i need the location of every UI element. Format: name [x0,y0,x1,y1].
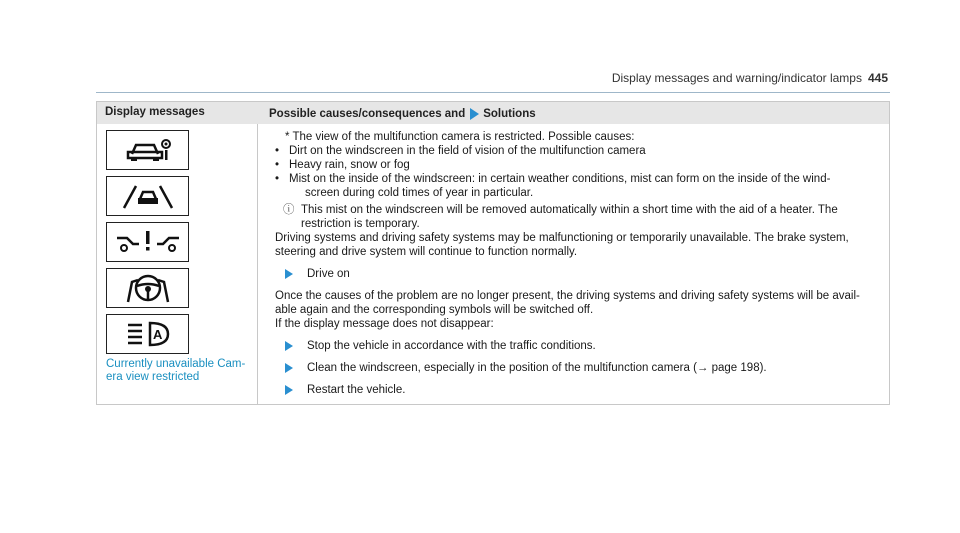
running-header [612,71,888,85]
note-block [283,203,880,231]
action-step: Restart the vehicle. [285,383,880,397]
action-arrow-icon [285,269,293,279]
col-header-causes [269,108,536,120]
page-number: 445 [867,71,888,85]
paragraph-if-persists: If the display message does not disappear: [275,318,494,330]
auto-light-icon [106,314,189,354]
note-line-1: This mist on the windscreen will be removed automatically within a short time with the aid of a heater. The [301,204,838,216]
action-arrow-icon [285,385,293,395]
cause-item: • Mist on the inside of the windscreen: in certain weather conditions, mist can form on the inside of the wind- [275,172,880,186]
arrow-right-icon [470,108,479,120]
action-step: Clean the windscreen, especially in the position of the multifunction camera (→ page 198). [285,361,880,375]
header-divider [96,92,890,93]
action-step: Drive on [285,267,880,281]
action-arrow-icon [285,341,293,351]
camera-sensor-icon [106,130,189,170]
windscreen-camera-icon [106,176,189,216]
action-arrow-icon [285,363,293,373]
action-step: Stop the vehicle in accordance with the traffic conditions. [285,339,880,353]
intro-text: * The view of the multifunction camera is restricted. Possible causes: [285,131,635,143]
paragraph-recovery-1: Once the causes of the problem are no longer present, the driving systems and driving safety systems will be avail- [275,290,860,302]
header-title: Display messages and warning/indicator lamps [611,71,862,85]
column-divider [257,124,258,404]
cause-item: • Heavy rain, snow or fog [275,158,880,172]
paragraph-systems-1: Driving systems and driving safety systems may be malfunctioning or temporarily unavailable. The brake system, [275,232,849,244]
paragraph-recovery-2: able again and the corresponding symbols will be switched off. [275,304,594,316]
icon-column [106,130,189,360]
driving-assist-fault-icon [106,222,189,262]
display-message-table [96,101,890,405]
col-header-causes-label: Possible causes/consequences and [269,108,466,120]
svg-text:A: A [152,327,162,342]
table-header [97,102,889,124]
steering-wheel-hands-icon [106,268,189,308]
col-header-solutions-label: Solutions [483,108,536,120]
paragraph-systems-2: steering and drive system will continue to function normally. [275,246,578,258]
cause-item-continued: screen during cold times of year in particular. [305,187,534,199]
note-line-2: restriction is temporary. [301,218,420,230]
col-header-display-messages: Display messages [105,106,205,118]
display-message-caption: Currently unavailable Cam- era view restricted [106,358,246,383]
info-icon: ⓘ [283,204,295,216]
cause-item: • Dirt on the windscreen in the field of vision of the multifunction camera [275,144,880,158]
causes-solutions-content [275,130,880,397]
